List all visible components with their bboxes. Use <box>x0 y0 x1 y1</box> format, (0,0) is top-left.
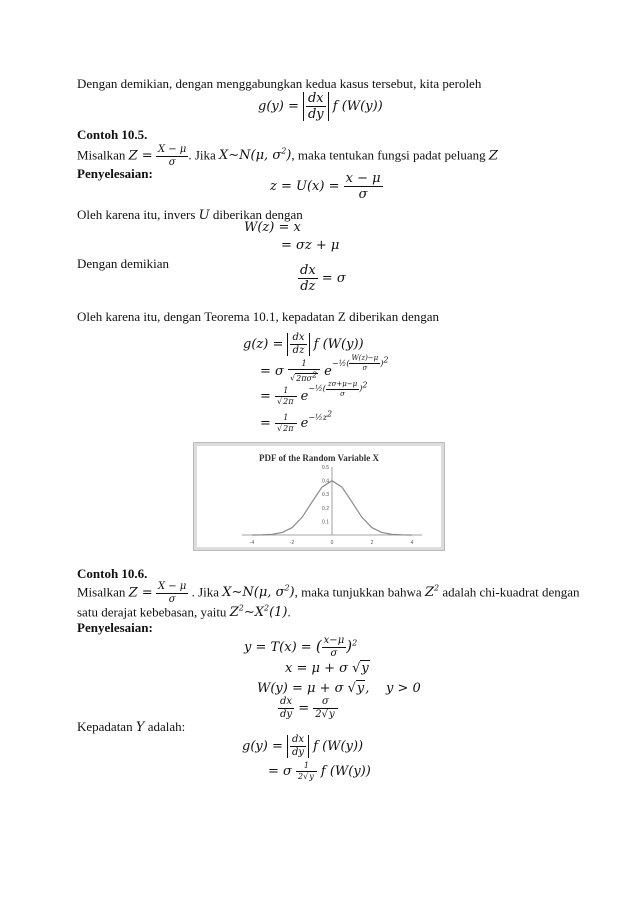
demikian-text: Dengan demikian <box>77 256 170 271</box>
density-text: Kepadatan Y adalah: <box>77 719 186 735</box>
equation-wy: W(y) = μ + σ √y, <box>257 681 370 696</box>
theorem-text: Oleh karena itu, dengan Teorema 10.1, kepadatan Z diberikan dengan <box>77 309 439 324</box>
y-tick-label: 0.5 <box>322 465 329 471</box>
y-tick-label: 0.1 <box>322 519 329 526</box>
y-tick-label: 0.4 <box>322 478 329 485</box>
equation-gz-step2: = $\frac{1}{√2\pi}$ $e^{-\frac{1}{2}( \frac{z\sigma+\mu-\mu}{\sigma} )^2}$ <box>260 379 368 406</box>
x-tick-label: -2 <box>289 540 295 546</box>
x-tick-label: 4 <box>410 540 414 546</box>
inverse-text: Oleh karena itu, invers U diberikan dengan <box>77 207 303 223</box>
equation-dxdy: $\frac{dx}{dy}$ = $\frac{\sigma}{2√y}$ <box>278 697 338 720</box>
x-tick-label: 0 <box>330 540 334 546</box>
example-10-6-title: Contoh 10.6. <box>77 566 148 581</box>
equation-yT: y = T(x) = ( $\frac{x-\mu}{\sigma}$ )$^2$ <box>244 635 358 659</box>
example-10-6-line2: satu derajat kebebasan, yaitu $Z^2\sim X^2(1)$. <box>77 604 291 621</box>
equation-gz: g(z) = $\frac{dx}{dz}$ f (W(y)) <box>243 332 364 356</box>
equation-gy: g(y) = $\frac{dx}{dy}$ f (W(y)) <box>258 91 383 122</box>
x-tick-label: -4 <box>249 540 255 546</box>
equation-x: x = μ + σ √y <box>285 661 369 676</box>
y-tick-label: 0.3 <box>322 492 329 499</box>
condition-y-positive: y > 0 <box>386 681 421 696</box>
example-10-5-title: Contoh 10.5. <box>77 127 148 142</box>
pdf-chart <box>193 442 445 551</box>
equation-gz-step3: = $\frac{1}{√2\pi}$ $e^{-\frac{1}{2}z^2}$ <box>260 409 333 433</box>
equation-gy-2-step1: = σ $\frac{1}{2√y}$ f (W(y)) <box>268 761 371 781</box>
equation-z-u: z = U(x) = $\frac{x - \mu}{\sigma}$ <box>270 171 381 202</box>
equation-dxdz: $\frac{dx}{dz}$ = σ <box>300 263 346 294</box>
equation-wz: W(z) = x <box>244 220 301 235</box>
example-10-5-statement: Misalkan Z = $\frac{X - \mu}{\sigma}$ . Jika X∼N(μ, $\sigma^2$), maka tentukan fungsi padat peluang Z <box>77 144 498 168</box>
solution-label-1: Penyelesaian: <box>77 166 153 181</box>
example-10-6-statement: Misalkan Z = $\frac{X - \mu}{\sigma}$ . Jika X∼N(μ, $\sigma^2$), maka tunjukkan bahwa $Z^2$ adalah chi-kuadrat dengan <box>77 581 580 605</box>
equation-wz-2: = σz + μ <box>281 238 340 253</box>
chart-title: PDF of the Random Variable X <box>259 453 379 463</box>
x-tick-label: 2 <box>370 540 374 546</box>
pdf-chart-svg <box>194 443 444 550</box>
intro-text: Dengan demikian, dengan menggabungkan kedua kasus tersebut, kita peroleh <box>77 76 482 91</box>
solution-label-2: Penyelesaian: <box>77 620 153 635</box>
equation-gy-2: g(y) = $\frac{dx}{dy}$ f (W(y)) <box>242 734 364 758</box>
y-tick-label: 0.2 <box>322 505 329 512</box>
equation-gz-step1: = σ $\frac{1}{√2\pi\sigma^2}$ $e^{-\frac{1}{2}( \frac{W(z)-\mu}{\sigma} )^2}$ <box>260 354 389 383</box>
